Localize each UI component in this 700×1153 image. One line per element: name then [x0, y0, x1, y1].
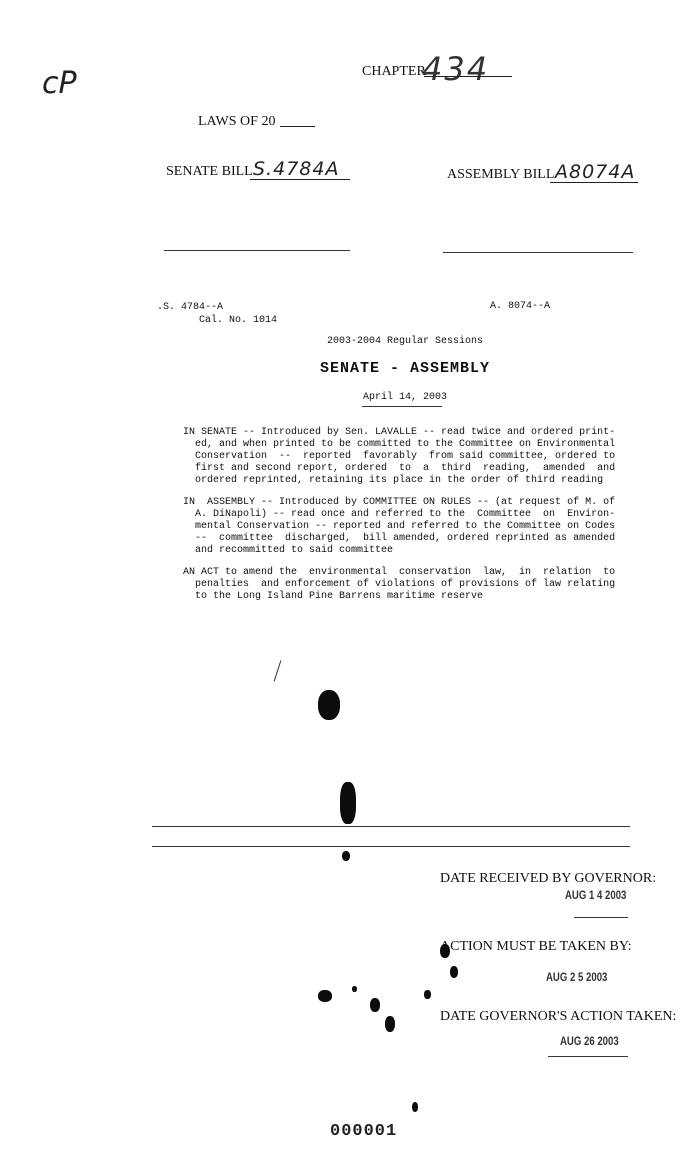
margin-note: cP: [42, 66, 77, 101]
assembly-print-number: A. 8074--A: [490, 301, 551, 312]
calendar-number: Cal. No. 1014: [199, 315, 278, 326]
ink-blot: [370, 998, 380, 1012]
senate-bill-underline: [250, 179, 350, 180]
page-number: 000001: [330, 1122, 398, 1141]
stray-mark: [274, 660, 283, 682]
date-received-stamp: AUG 1 4 2003: [565, 888, 627, 902]
ink-blot: [342, 851, 350, 861]
date-received-label: DATE RECEIVED BY GOVERNOR:: [440, 871, 657, 886]
ink-blot: [450, 966, 458, 978]
date-underline: [362, 406, 442, 407]
act-title-paragraph: AN ACT to amend the environmental conservation law, in relation to penalties and enforcement of violations of provisions of law relating to the Long Island Pine Barrens maritime reserve: [183, 567, 616, 602]
senate-bill-number: S.4784A: [253, 158, 340, 180]
laws-label: LAWS OF 20: [198, 114, 276, 129]
bill-headline: SENATE - ASSEMBLY: [319, 360, 491, 377]
session-title: 2003-2004 Regular Sessions: [326, 336, 484, 347]
chapter-underline: [424, 76, 512, 77]
date-action-taken-stamp: AUG 26 2003: [560, 1034, 619, 1048]
assembly-signature-line: [443, 252, 633, 253]
assembly-paragraph: IN ASSEMBLY -- Introduced by COMMITTEE ON RULES -- (at request of M. of A. DiNapoli) -- read once and referred to the Committee on Environ- mental Conservation -- reported and referred to the Committee on Codes -- committee discharged, bill amended, ordered reprinted as amended and recommitted to said committee: [183, 497, 616, 556]
senate-signature-line: [164, 250, 350, 251]
action-deadline-stamp: AUG 2 5 2003: [546, 970, 608, 984]
assembly-bill-label: ASSEMBLY BILL: [447, 167, 555, 182]
ink-blot: [385, 1016, 395, 1032]
senate-bill-id: [157, 301, 277, 327]
chapter-label: CHAPTER: [362, 64, 426, 79]
action-must-be-taken-label: ACTION MUST BE TAKEN BY:: [440, 939, 632, 954]
date-received-underline: [574, 917, 628, 918]
ink-blot: [412, 1102, 418, 1112]
divider-line: [152, 826, 630, 827]
senate-paragraph: IN SENATE -- Introduced by Sen. LAVALLE -- read twice and ordered print- ed, and when printed to be committed to the Committee on Environmental Conservation -- reported favorably from said committee, ordered to first and second report, ordered to a third reading, amended and ordered reprinted, retaining its place in the order of third reading: [183, 427, 616, 486]
divider-line: [152, 846, 630, 847]
ink-blot: [340, 782, 356, 824]
ink-blot: [318, 990, 332, 1002]
ink-blot: [424, 990, 431, 999]
assembly-bill-number: A8074A: [555, 161, 636, 183]
senate-print-number: .S. 4784--A: [157, 302, 224, 313]
date-action-taken-underline: [548, 1056, 628, 1057]
assembly-bill-underline: [550, 182, 638, 183]
chapter-number: 434: [422, 50, 490, 88]
ink-blot: [318, 690, 340, 720]
date-action-taken-label: DATE GOVERNOR'S ACTION TAKEN:: [440, 1009, 677, 1024]
bill-date: April 14, 2003: [362, 392, 447, 403]
ink-blot: [352, 986, 357, 992]
laws-year-underline: [280, 126, 315, 127]
senate-bill-label: SENATE BILL: [166, 164, 253, 179]
